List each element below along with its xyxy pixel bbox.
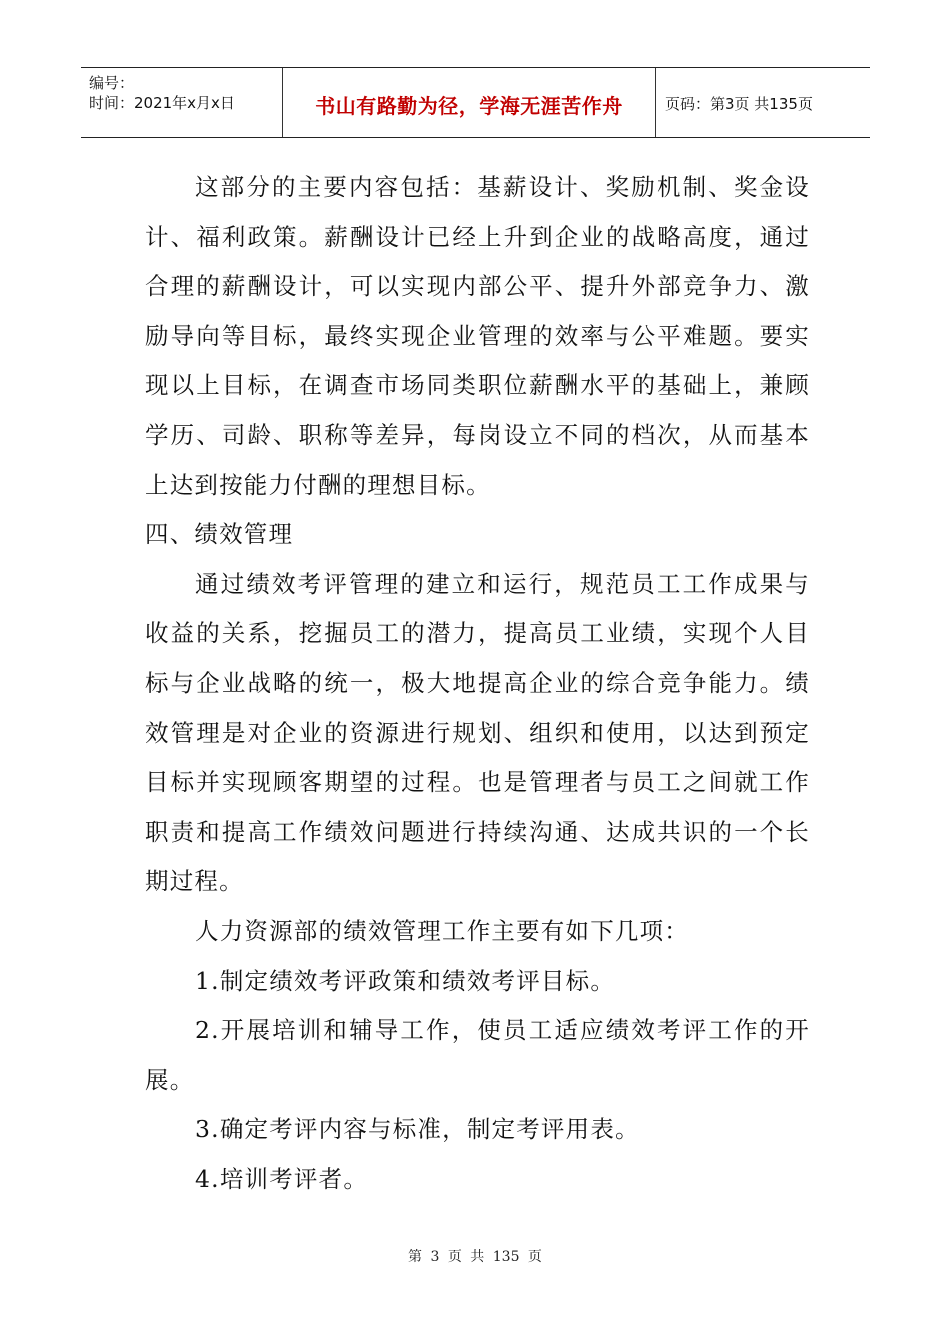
- date-label: 时间：2021年x月x日: [89, 94, 235, 112]
- header-left-cell: [81, 68, 281, 137]
- page-info: 页码：第3页 共135页: [665, 95, 813, 113]
- paragraph-performance: 通过绩效考评管理的建立和运行，规范员工工作成果与收益的关系，挖掘员工的潜力，提高员工业绩，实现个人目标与企业战略的统一，极大地提高企业的综合竞争能力。绩效管理是对企业的资源进行规划、组织和使用，以达到预定目标并实现顾客期望的过程。也是管理者与员工之间就工作职责和提高工作绩效问题进行持续沟通、达成共识的一个长期过程。: [145, 569, 810, 896]
- list-item: 3.确定考评内容与标准，制定考评用表。: [195, 1115, 640, 1144]
- section-heading: 四、绩效管理: [145, 520, 294, 549]
- page-footer: 第 3 页 共 135 页: [408, 1249, 542, 1265]
- motto-text: 书山有路勤为径，学海无涯苦作舟: [315, 94, 623, 118]
- header-table: [81, 67, 870, 138]
- doc-number-label: 编号：: [89, 74, 135, 92]
- list-item: 4.培训考评者。: [195, 1164, 369, 1193]
- header-right-cell: [655, 68, 870, 137]
- paragraph-tasks-intro: 人力资源部的绩效管理工作主要有如下几项：: [195, 916, 689, 945]
- paragraph-compensation: 这部分的主要内容包括：基薪设计、奖励机制、奖金设计、福利政策。薪酬设计已经上升到企业的战略高度，通过合理的薪酬设计，可以实现内部公平、提升外部竞争力、激励导向等目标，最终实现企业管理的效率与公平难题。要实现以上目标，在调查市场同类职位薪酬水平的基础上，兼顾学历、司龄、职称等差异，每岗设立不同的档次，从而基本上达到按能力付酬的理想目标。: [145, 173, 810, 499]
- header-middle-cell: [282, 68, 656, 137]
- document-body: [145, 163, 810, 1204]
- list-item: 1.制定绩效考评政策和绩效考评目标。: [195, 966, 616, 995]
- list-item: 2.开展培训和辅导工作，使员工适应绩效考评工作的开展。: [145, 1016, 810, 1094]
